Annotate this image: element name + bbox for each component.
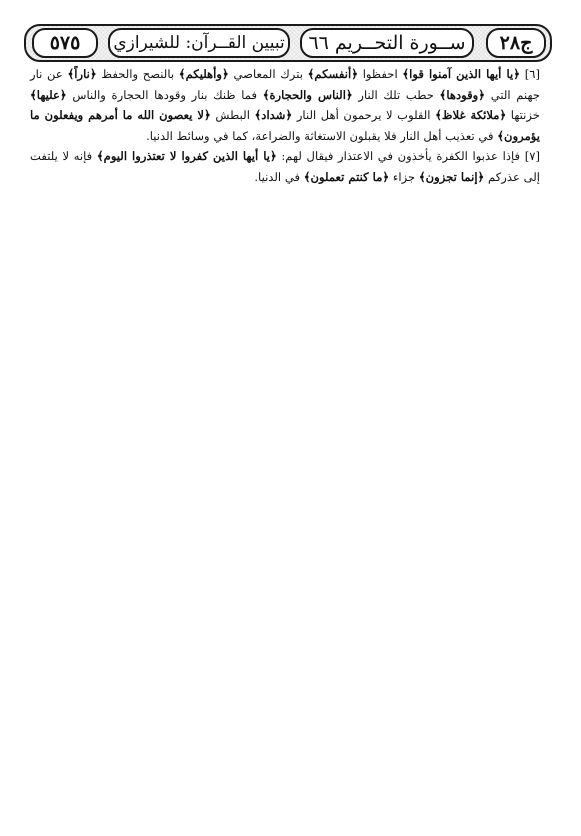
commentary-segment: بترك المعاصي [228, 67, 308, 81]
page-number: ٥٧٥ [32, 28, 98, 58]
quran-verse-quote: ﴿شداد﴾ [254, 108, 293, 123]
quran-verse-quote: ﴿لا يعصون الله ما أمرهم ويفعلون ما يؤمرون﴾ [30, 108, 540, 143]
commentary-segment: خزنتها [506, 108, 540, 123]
commentary-segment: [٧] [520, 149, 540, 164]
commentary-segment: فإنه لا يلتفت إلى عذركم [30, 149, 540, 184]
commentary-segment: في تعذيب أهل النار فلا يقبلون الاستغاثة والضراعة، كما في وسائط الدنيا. [146, 128, 498, 143]
surah-title: ســورة التحــريم ٦٦ [300, 28, 474, 58]
commentary-segment: في الدنيا. [254, 169, 304, 184]
commentary-text [30, 64, 540, 188]
quran-verse-quote: ﴿ناراً﴾ [67, 67, 97, 81]
commentary-segment: البطش [210, 108, 255, 123]
juz-label: ج٢٨ [486, 28, 546, 58]
quran-verse-quote: ﴿ما كنتم تعملون﴾ [303, 169, 390, 184]
quran-verse-quote: ﴿الناس والحجارة﴾ [262, 87, 353, 102]
paragraph-verse-6 [30, 64, 540, 146]
quran-verse-quote: ﴿ملائكة غلاظ﴾ [435, 108, 507, 123]
commentary-segment: جزاء [389, 169, 419, 184]
quran-verse-quote: ﴿إنما تجزون﴾ [418, 169, 485, 184]
commentary-segment: القلوب لا يرحمون أهل النار [292, 108, 436, 123]
quran-verse-quote: ﴿وقودها﴾ [439, 87, 486, 102]
commentary-segment: فما ظنك بنار وقودها الحجارة والناس [66, 87, 263, 102]
quran-verse-quote: ﴿يا أيها الذين كفروا لا تعتذروا اليوم﴾ [96, 149, 277, 164]
quran-verse-quote: ﴿يا أيها الذين آمنوا قوا﴾ [402, 67, 521, 81]
commentary-segment: فإذا عذبوا الكفرة يأخذون في الاعتذار فيقال لهم: [276, 149, 521, 164]
commentary-segment: حطب تلك النار [352, 87, 440, 102]
quran-verse-quote: ﴿وأهليكم﴾ [178, 67, 229, 81]
paragraph-verse-7 [30, 146, 540, 187]
quran-verse-quote: ﴿عليها﴾ [30, 87, 67, 102]
commentary-segment: عن نار جهنم التي [30, 67, 540, 102]
commentary-segment: [٦] [520, 67, 540, 81]
book-title: تبيين القــرآن: للشيرازي [108, 28, 290, 58]
page-header [24, 24, 552, 62]
commentary-segment: احفظوا [358, 67, 403, 81]
commentary-segment: بالنصح والحفظ [96, 67, 179, 81]
quran-verse-quote: ﴿أنفسكم﴾ [307, 67, 359, 81]
